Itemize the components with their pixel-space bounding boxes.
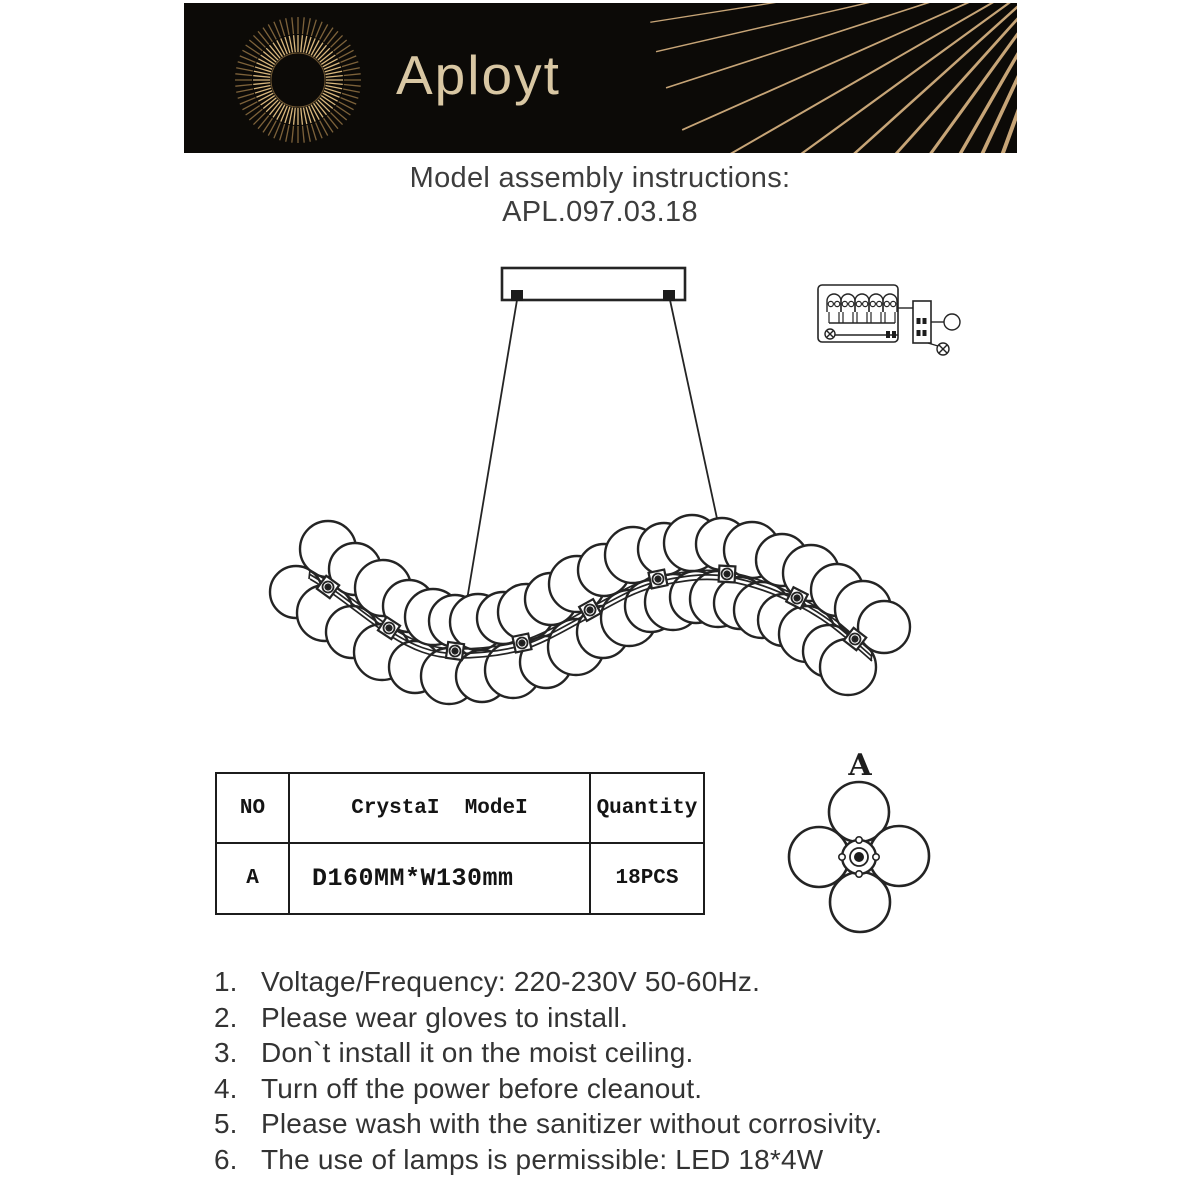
- crystal-flower-detail: [789, 782, 929, 932]
- item-text: Don`t install it on the moist ceiling.: [261, 1037, 694, 1068]
- terminal-screws: [827, 294, 897, 323]
- detail-label: A: [848, 748, 872, 783]
- item-number: 3.: [214, 1037, 238, 1068]
- item-number: 2.: [214, 1001, 238, 1033]
- list-item: [214, 1037, 882, 1073]
- flower-hub: [446, 642, 464, 660]
- col-header-model: CrystaI ModeI: [290, 774, 591, 842]
- col-header-no: NO: [217, 774, 290, 842]
- instructions-list: [214, 966, 882, 1179]
- table-header-row: [217, 774, 703, 844]
- item-text: Voltage/Frequency: 220-230V 50-60Hz.: [261, 966, 761, 997]
- item-number: 4.: [214, 1072, 238, 1104]
- item-number: 6.: [214, 1143, 238, 1175]
- item-text: The use of lamps is permissible: LED 18*4W: [261, 1143, 824, 1175]
- flower-hub: [513, 634, 532, 653]
- cell-quantity: 18PCS: [615, 867, 679, 890]
- flower-hub: [649, 570, 668, 589]
- flower-hub: [719, 566, 736, 583]
- list-item: [214, 1144, 882, 1180]
- list-item: [214, 1002, 882, 1038]
- parts-table: [215, 772, 705, 915]
- item-number: 5.: [214, 1108, 238, 1139]
- list-item: [214, 966, 882, 1002]
- brand-logotype: Aployt: [396, 44, 561, 106]
- item-text: Please wear gloves to install.: [261, 1001, 629, 1033]
- item-number: 1.: [214, 966, 238, 997]
- table-row: [217, 844, 703, 913]
- cell-model: D160MM*W130mm: [290, 844, 591, 913]
- list-item: [214, 1073, 882, 1109]
- item-text: Turn off the power before cleanout.: [261, 1072, 703, 1104]
- model-number: APL.097.03.18: [502, 196, 698, 228]
- col-header-quantity: Quantity: [596, 796, 698, 820]
- ceiling-plate: [502, 268, 685, 301]
- cell-no: A: [217, 844, 290, 913]
- page-title: Model assembly instructions:: [409, 162, 791, 194]
- item-text: Please wash with the sanitizer without corrosivity.: [261, 1108, 883, 1139]
- wiring-diagram: [818, 285, 960, 355]
- list-item: [214, 1108, 882, 1144]
